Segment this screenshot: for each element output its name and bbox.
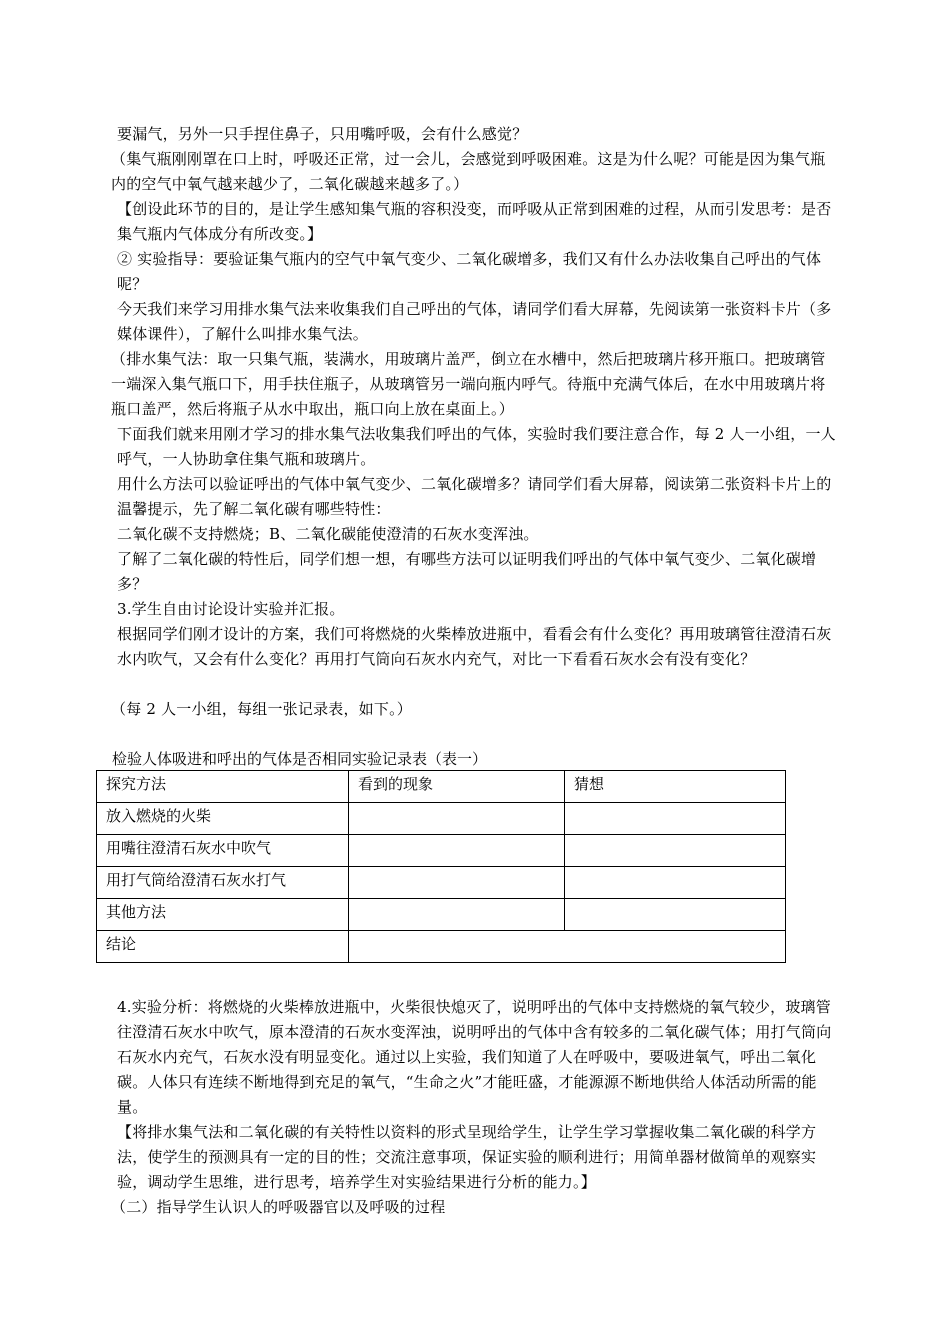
- guess-cell: [565, 899, 786, 931]
- conclusion-cell: [349, 931, 786, 963]
- paragraph: 用什么方法可以验证呼出的气体中氧气变少、二氧化碳增多？请同学们看大屏幕，阅读第二张资料卡片上的温馨提示，先了解二氧化碳有哪些特性：: [117, 475, 832, 518]
- table-row: [97, 867, 786, 899]
- paragraph: （集气瓶刚刚罩在口上时，呼吸还正常，过一会儿，会感觉到呼吸困难。这是为什么呢？可能是因为集气瓶内的空气中氧气越来越少了，二氧化碳越来越多了。）: [111, 150, 826, 193]
- paragraph: 【创设此环节的目的，是让学生感知集气瓶的容积没变，而呼吸从正常到困难的过程，从而引发思考：是否集气瓶内气体成分有所改变。】: [117, 200, 832, 243]
- paragraph: 二氧化碳不支持燃烧；B、二氧化碳能使澄清的石灰水变浑浊。: [117, 525, 539, 543]
- paragraph: 3.学生自由讨论设计实验并汇报。: [117, 600, 345, 618]
- guess-cell: [565, 803, 786, 835]
- method-cell: 用嘴往澄清石灰水中吹气: [97, 835, 349, 867]
- paragraph: ② 实验指导：要验证集气瓶内的空气中氧气变少、二氧化碳增多，我们又有什么办法收集自己呼出的气体呢？: [117, 250, 822, 293]
- header-cell: 看到的现象: [349, 771, 565, 803]
- header-cell: 猜想: [565, 771, 786, 803]
- method-cell: 用打气筒给澄清石灰水打气: [97, 867, 349, 899]
- section-heading: （二）指导学生认识人的呼吸器官以及呼吸的过程: [111, 1198, 446, 1216]
- paragraph: 下面我们就来用刚才学习的排水集气法收集我们呼出的气体，实验时我们要注意合作，每 2 人一小组，一人呼气，一人协助拿住集气瓶和玻璃片。: [117, 425, 836, 468]
- conclusion-label: 结论: [97, 931, 349, 963]
- paragraph: 了解了二氧化碳的特性后，同学们想一想，有哪些方法可以证明我们呼出的气体中氧气变少、二氧化碳增多？: [117, 550, 817, 593]
- paragraph: 4.实验分析：将燃烧的火柴棒放进瓶中，火柴很快熄灭了，说明呼出的气体中支持燃烧的氧气较少，玻璃管往澄清石灰水中吹气，原本澄清的石灰水变浑浊，说明呼出的气体中含有较多的二氧化碳气体；用打气筒向石灰水内充气，石灰水没有明显变化。通过以上实验，我们知道了人在呼吸中，要吸进氧气，呼出二氧化碳。人体只有连续不断地得到充足的氧气，“生命之火”才能旺盛，才能源源不断地供给人体活动所需的能量。: [117, 998, 832, 1116]
- header-cell: 探究方法: [97, 771, 349, 803]
- table-header-row: [97, 771, 786, 803]
- paragraph: （排水集气法：取一只集气瓶，装满水，用玻璃片盖严，倒立在水槽中，然后把玻璃片移开瓶口。把玻璃管一端深入集气瓶口下，用手扶住瓶子，从玻璃管另一端向瓶内呼气。待瓶中充满气体后，在水中用玻璃片将瓶口盖严，然后将瓶子从水中取出，瓶口向上放在桌面上。）: [111, 350, 826, 418]
- conclusion-row: [97, 931, 786, 963]
- table-caption: 检验人体吸进和呼出的气体是否相同实验记录表（表一）: [112, 750, 488, 768]
- paragraph: 【将排水集气法和二氧化碳的有关特性以资料的形式呈现给学生，让学生学习掌握收集二氧化碳的科学方法，使学生的预测具有一定的目的性；交流注意事项，保证实验的顺利进行；用简单器材做简单的观察实验，调动学生思维，进行思考，培养学生对实验结果进行分析的能力。】: [117, 1123, 817, 1191]
- paragraph: 根据同学们刚才设计的方案，我们可将燃烧的火柴棒放进瓶中，看看会有什么变化？再用玻璃管往澄清石灰水内吹气，又会有什么变化？再用打气筒向石灰水内充气，对比一下看看石灰水会有没有变化？: [117, 625, 832, 668]
- table-row: [97, 803, 786, 835]
- paragraph: 要漏气，另外一只手捏住鼻子，只用嘴呼吸，会有什么感觉？: [117, 125, 528, 143]
- table-row: [97, 899, 786, 931]
- guess-cell: [565, 867, 786, 899]
- method-cell: 其他方法: [97, 899, 349, 931]
- method-cell: 放入燃烧的火柴: [97, 803, 349, 835]
- observation-cell: [349, 867, 565, 899]
- observation-cell: [349, 803, 565, 835]
- table-row: [97, 835, 786, 867]
- paragraph: 今天我们来学习用排水集气法来收集我们自己呼出的气体，请同学们看大屏幕，先阅读第一张资料卡片（多媒体课件），了解什么叫排水集气法。: [117, 300, 832, 343]
- observation-cell: [349, 835, 565, 867]
- record-table: [96, 770, 786, 963]
- guess-cell: [565, 835, 786, 867]
- paragraph: （每 2 人一小组，每组一张记录表，如下。）: [111, 700, 412, 718]
- observation-cell: [349, 899, 565, 931]
